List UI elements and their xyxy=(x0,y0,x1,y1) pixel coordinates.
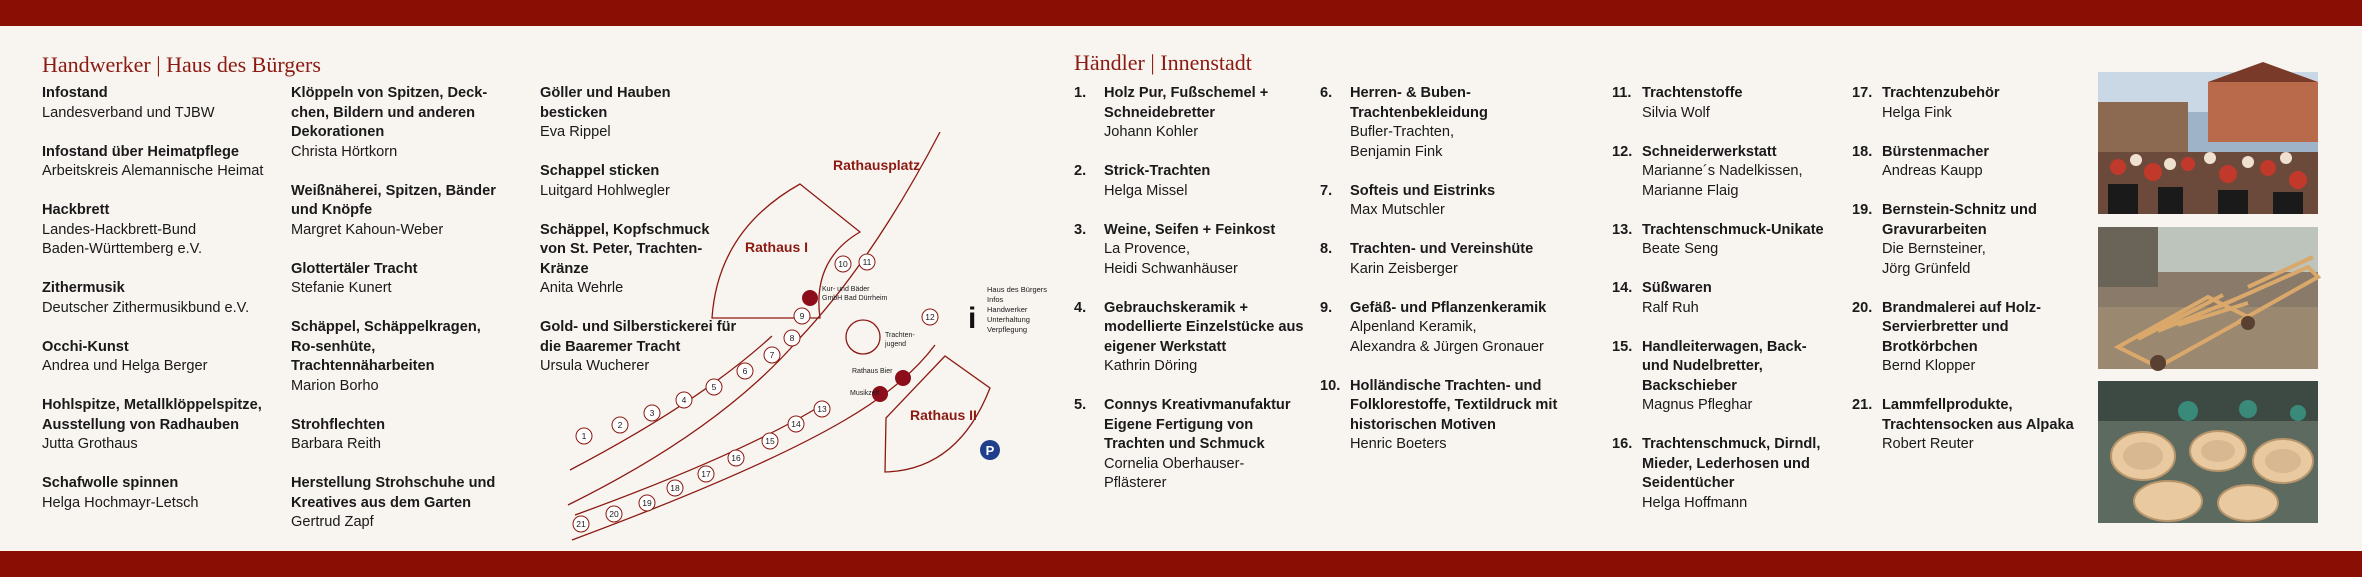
exhibitor-entry xyxy=(291,474,503,533)
exhibitor-name: Baden-Württemberg e.V. xyxy=(42,241,203,257)
exhibitor-title: Hohlspitze, Metallklöppelspitze, Ausstellung von Radhauben xyxy=(42,397,262,433)
vendor-entry xyxy=(1852,201,2078,279)
stand-number: 13 xyxy=(817,404,827,415)
exhibitor-name: Barbara Reith xyxy=(291,436,382,452)
haendler-column-2 xyxy=(1320,84,1576,474)
label-kurbaeder-1: Kur- und Bäder xyxy=(822,286,870,293)
exhibitor-name: Jutta Grothaus xyxy=(42,436,138,452)
vendor-number: 14. xyxy=(1612,280,1633,296)
label-trachtenjugend-2: jugend xyxy=(885,341,907,348)
vendor-number: 2. xyxy=(1074,163,1087,179)
exhibitor-entry xyxy=(291,260,503,299)
exhibitor-title: Schafwolle spinnen xyxy=(42,475,179,491)
bottom-band xyxy=(0,551,2362,577)
vendor-number: 20. xyxy=(1852,299,1873,316)
vendor-title: Gebrauchskeramik + modellierte Einzelstücke aus eigener Werkstatt xyxy=(1104,299,1304,355)
exhibitor-entry xyxy=(291,84,503,162)
vendor-number: 15. xyxy=(1612,338,1633,355)
vendor-name: Johann Kohler xyxy=(1104,124,1199,140)
vendor-entry xyxy=(1074,396,1306,494)
stand-number: 21 xyxy=(576,519,586,530)
exhibitor-title: Göller und Hauben besticken xyxy=(540,85,671,121)
haendler-column-4 xyxy=(1852,84,2078,474)
stand-number: 12 xyxy=(925,312,935,323)
vendor-body xyxy=(1642,338,1834,416)
vendor-entry xyxy=(1074,162,1306,201)
vendor-body xyxy=(1104,221,1306,280)
stand-number: 20 xyxy=(609,509,619,520)
site-map xyxy=(540,84,1048,544)
vendor-entry xyxy=(1074,299,1306,377)
exhibitor-name: Anita Wehrle xyxy=(540,280,624,296)
vendor-number: 11. xyxy=(1612,85,1632,101)
vendor-name: Bufler-Trachten, xyxy=(1350,124,1455,140)
vendor-number: 13. xyxy=(1612,221,1633,238)
vendor-name: Ralf Ruh xyxy=(1642,299,1699,316)
exhibitor-entry xyxy=(42,396,282,455)
exhibitor-title: Infostand xyxy=(42,85,108,101)
vendor-entry xyxy=(1320,182,1576,221)
vendor-title: Brandmalerei auf Holz-Servierbretter und Brotkörbchen xyxy=(1882,299,2041,355)
vendor-title: Holz Pur, Fußschemel + Schneidebretter xyxy=(1104,85,1269,121)
exhibitor-entry xyxy=(291,182,503,241)
vendor-title: Trachtenstoffe xyxy=(1642,85,1743,101)
exhibitor-entry xyxy=(291,416,503,455)
vendor-title: Softeis und Eistrinks xyxy=(1350,182,1496,199)
vendor-title: Trachtenschmuck-Unikate xyxy=(1642,221,1824,238)
exhibitor-title: Gold- und Silberstickerei für die Baaremer Tracht xyxy=(540,319,737,355)
vendor-number: 8. xyxy=(1320,241,1333,257)
vendor-title: Trachten- und Vereinshüte xyxy=(1350,241,1534,257)
exhibitor-title: Infostand über Heimatpflege xyxy=(42,143,240,160)
vendor-name: Die Bernsteiner, xyxy=(1882,241,1986,257)
label-kurbaeder-2: GmbH Bad Dürrheim xyxy=(822,295,888,302)
exhibitor-title: Zithermusik xyxy=(42,280,125,296)
exhibitor-name: Andrea und Helga Berger xyxy=(42,358,208,374)
vendor-title: Gefäß- und Pflanzenkeramik xyxy=(1350,299,1547,316)
heading-handwerker: Handwerker | Haus des Bürgers xyxy=(42,52,321,77)
label-rathausplatz: Rathausplatz xyxy=(833,157,921,173)
exhibitor-title: Klöppeln von Spitzen, Deck-chen, Bildern und anderen Dekorationen xyxy=(291,85,488,140)
haendler-column-3 xyxy=(1612,84,1834,533)
vendor-number: 19. xyxy=(1852,202,1873,218)
vendor-body xyxy=(1882,143,2078,182)
vendor-title: Weine, Seifen + Feinkost xyxy=(1104,221,1276,238)
vendor-title: Trachtenschmuck, Dirndl, Mieder, Lederhosen und Seidentücher xyxy=(1642,436,1821,491)
label-trachtenjugend-1: Trachten- xyxy=(885,332,915,339)
vendor-entry xyxy=(1852,396,2078,455)
info-line: Verpflegung xyxy=(987,325,1028,334)
vendor-number: 21. xyxy=(1852,397,1873,413)
vendor-body xyxy=(1882,201,2078,279)
vendor-body xyxy=(1104,396,1306,494)
photo-handcarts xyxy=(2098,227,2318,369)
stand-number: 18 xyxy=(670,483,680,494)
vendor-name: La Provence, xyxy=(1104,241,1190,257)
vendor-name: Robert Reuter xyxy=(1882,436,1974,452)
exhibitor-title: Occhi-Kunst xyxy=(42,338,129,355)
kurbaeder-marker xyxy=(802,290,818,306)
vendor-number: 9. xyxy=(1320,299,1333,316)
vendor-name: Alexandra & Jürgen Gronauer xyxy=(1350,338,1544,355)
vendor-name: Max Mutschler xyxy=(1350,202,1445,218)
exhibitor-name: Eva Rippel xyxy=(540,124,611,140)
vendor-body xyxy=(1642,221,1834,260)
info-line: Infos xyxy=(987,295,1004,304)
vendor-name: Marianne´s Nadelkissen, xyxy=(1642,163,1803,179)
vendor-entry xyxy=(1320,240,1576,279)
vendor-title: Herren- & Buben-Trachtenbekleidung xyxy=(1350,85,1488,121)
exhibitor-name: Landesverband und TJBW xyxy=(42,104,215,121)
label-rathausbier: Rathaus Bier xyxy=(852,368,893,375)
vendor-name: Helga Fink xyxy=(1882,104,1952,121)
vendor-body xyxy=(1104,84,1306,143)
exhibitor-entry xyxy=(42,201,282,260)
exhibitor-title: Weißnäherei, Spitzen, Bänder und Knöpfe xyxy=(291,182,496,218)
stand-number: 4 xyxy=(681,395,687,406)
exhibitor-name: Gertrud Zapf xyxy=(291,514,374,530)
vendor-body xyxy=(1642,279,1834,318)
exhibitor-entry xyxy=(42,143,282,182)
vendor-title: Süßwaren xyxy=(1642,280,1712,296)
vendor-name: Alpenland Keramik, xyxy=(1350,319,1477,335)
exhibitor-name: Luitgard Hohlwegler xyxy=(540,182,670,199)
vendor-name: Helga Missel xyxy=(1104,182,1188,199)
vendor-entry xyxy=(1074,84,1306,143)
stand-number: 9 xyxy=(799,311,805,322)
vendor-entry xyxy=(1852,143,2078,182)
exhibitor-name: Arbeitskreis Alemannische Heimat xyxy=(42,163,264,179)
vendor-body xyxy=(1882,84,2078,123)
exhibitor-title: Hackbrett xyxy=(42,202,110,218)
vendor-entry xyxy=(1612,84,1834,123)
vendor-body xyxy=(1104,299,1306,377)
vendor-entry xyxy=(1612,338,1834,416)
vendor-number: 5. xyxy=(1074,397,1087,413)
heading-haendler: Händler | Innenstadt xyxy=(1074,50,1252,75)
vendor-title: Connys Kreativmanufaktur Eigene Fertigung von Trachten und Schmuck xyxy=(1104,397,1291,452)
haendler-column-1 xyxy=(1074,84,1306,513)
stand-number: 17 xyxy=(701,469,711,480)
fountain-circle xyxy=(846,320,880,354)
vendor-body xyxy=(1642,435,1834,513)
vendor-name: Andreas Kaupp xyxy=(1882,163,1983,179)
vendor-name: Benjamin Fink xyxy=(1350,143,1443,160)
vendor-name: Helga Hoffmann xyxy=(1642,494,1748,511)
vendor-name: Bernd Klopper xyxy=(1882,358,1976,374)
vendor-name: Jörg Grünfeld xyxy=(1882,260,1971,277)
vendor-title: Strick-Trachten xyxy=(1104,163,1211,179)
vendor-name: Beate Seng xyxy=(1642,241,1719,257)
vendor-number: 7. xyxy=(1320,182,1333,199)
vendor-body xyxy=(1882,299,2078,377)
exhibitor-name: Stefanie Kunert xyxy=(291,280,392,296)
exhibitor-name: Helga Hochmayr-Letsch xyxy=(42,494,199,511)
road-lower-inner xyxy=(575,405,822,515)
stand-number: 16 xyxy=(731,453,741,464)
vendor-number: 6. xyxy=(1320,85,1333,101)
info-line: Handwerker xyxy=(987,305,1028,314)
vendor-entry xyxy=(1612,221,1834,260)
vendor-name: Henric Boeters xyxy=(1350,436,1447,452)
exhibitor-title: Schappel sticken xyxy=(540,163,660,179)
exhibitor-name: Landes-Hackbrett-Bund xyxy=(42,221,197,238)
vendor-body xyxy=(1350,299,1576,358)
stand-number: 2 xyxy=(617,420,623,431)
vendor-number: 16. xyxy=(1612,436,1633,452)
vendor-title: Holländische Trachten- und Folklorestoffe, Textildruck mit historischen Motiven xyxy=(1350,377,1558,433)
vendor-body xyxy=(1882,396,2078,455)
exhibitor-entry xyxy=(42,84,282,123)
stand-number: 1 xyxy=(581,431,587,442)
vendor-name: Kathrin Döring xyxy=(1104,358,1198,374)
vendor-title: Bürstenmacher xyxy=(1882,143,1990,160)
stand-number: 10 xyxy=(838,259,848,270)
exhibitor-title: Herstellung Strohschuhe und Kreatives aus dem Garten xyxy=(291,475,496,511)
vendor-title: Lammfellprodukte, Trachtensocken aus Alpaka xyxy=(1882,397,2074,433)
vendor-name: Cornelia Oberhauser-Pflästerer xyxy=(1104,455,1245,491)
vendor-name: Magnus Pfleghar xyxy=(1642,397,1753,413)
rathausbier-marker xyxy=(895,370,911,386)
vendor-entry xyxy=(1612,435,1834,513)
vendor-title: Trachtenzubehör xyxy=(1882,85,2000,101)
label-rathaus2: Rathaus II xyxy=(910,407,977,423)
exhibitor-title: Schäppel, Kopfschmuck von St. Peter, Trachten-Kränze xyxy=(540,221,710,277)
vendor-body xyxy=(1642,143,1834,202)
info-line: Haus des Bürgers xyxy=(987,285,1048,294)
exhibitor-name: Christa Hörtkorn xyxy=(291,143,398,160)
stand-number: 11 xyxy=(862,257,872,268)
stand-number: 7 xyxy=(769,350,775,361)
exhibitor-name: Ursula Wucherer xyxy=(540,358,650,374)
parking-label: P xyxy=(985,443,995,458)
handwerker-column-2 xyxy=(291,84,503,552)
info-icon: i xyxy=(968,302,977,335)
stand-number: 3 xyxy=(649,408,655,419)
vendor-name: Silvia Wolf xyxy=(1642,104,1710,121)
vendor-title: Handleiterwagen, Back- und Nudelbretter, Backschieber xyxy=(1642,338,1807,394)
info-lines xyxy=(987,285,1047,334)
handwerker-column-1 xyxy=(42,84,282,533)
stand-number: 19 xyxy=(642,498,652,509)
stand-number: 5 xyxy=(711,382,717,393)
vendor-body xyxy=(1350,377,1576,455)
exhibitor-title: Glottertäler Tracht xyxy=(291,260,418,277)
photo-ceramics xyxy=(2098,381,2318,523)
vendor-number: 17. xyxy=(1852,85,1873,101)
exhibitor-name: Deutscher Zithermusikbund e.V. xyxy=(42,299,250,316)
vendor-name: Karin Zeisberger xyxy=(1350,260,1458,277)
exhibitor-title: Schäppel, Schäppelkragen, Ro-senhüte, Trachtennäharbeiten xyxy=(291,319,481,374)
exhibitor-title: Strohflechten xyxy=(291,416,386,433)
vendor-entry xyxy=(1074,221,1306,280)
stand-number: 15 xyxy=(765,436,775,447)
exhibitor-name: Margret Kahoun-Weber xyxy=(291,221,444,238)
stand-number: 8 xyxy=(789,333,795,344)
vendor-entry xyxy=(1852,84,2078,123)
vendor-title: Bernstein-Schnitz und Gravurarbeiten xyxy=(1882,202,2037,238)
vendor-number: 10. xyxy=(1320,377,1341,394)
vendor-entry xyxy=(1320,377,1576,455)
exhibitor-name: Marion Borho xyxy=(291,377,379,394)
label-rathaus1: Rathaus I xyxy=(745,239,809,255)
vendor-name: Heidi Schwanhäuser xyxy=(1104,260,1238,277)
vendor-number: 1. xyxy=(1074,85,1087,101)
vendor-body xyxy=(1350,182,1576,221)
vendor-entry xyxy=(1612,143,1834,202)
vendor-entry xyxy=(1320,299,1576,358)
vendor-number: 12. xyxy=(1612,143,1633,160)
exhibitor-entry xyxy=(42,474,282,513)
vendor-number: 4. xyxy=(1074,299,1087,316)
exhibitor-entry xyxy=(291,318,503,396)
road-inner-upper xyxy=(570,336,772,470)
stand-number: 14 xyxy=(791,419,801,430)
vendor-entry xyxy=(1320,84,1576,162)
vendor-name: Marianne Flaig xyxy=(1642,182,1739,199)
vendor-number: 18. xyxy=(1852,143,1873,160)
info-line: Unterhaltung xyxy=(987,315,1030,324)
vendor-body xyxy=(1104,162,1306,201)
photo-crowd xyxy=(2098,72,2318,214)
vendor-title: Schneiderwerkstatt xyxy=(1642,143,1777,160)
vendor-entry xyxy=(1612,279,1834,318)
exhibitor-entry xyxy=(42,279,282,318)
exhibitor-entry xyxy=(42,338,282,377)
top-band xyxy=(0,0,2362,26)
vendor-body xyxy=(1642,84,1834,123)
stand-number: 6 xyxy=(742,366,748,377)
vendor-body xyxy=(1350,84,1576,162)
vendor-number: 3. xyxy=(1074,221,1087,238)
vendor-entry xyxy=(1852,299,2078,377)
label-musikzelt: Musikzelt xyxy=(850,390,880,397)
vendor-body xyxy=(1350,240,1576,279)
